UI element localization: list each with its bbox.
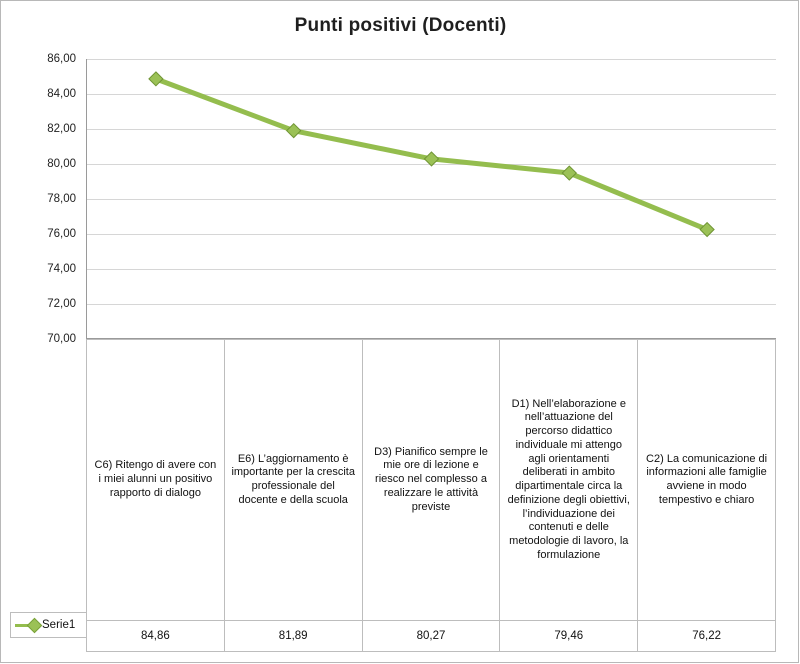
value-cell: 76,22 (638, 621, 776, 652)
category-label: D1) Nell’elaborazione e nell’attuazione del percorso didattico individuale mi attengo agli orientamenti deliberati in ambito dipartimentale circa la definizione degli obiettivi, l’individuazione dei contenuti e delle metodologie di lavoro, la formulazione (500, 340, 638, 621)
plot-area (86, 59, 776, 339)
legend-series-label: Serie1 (42, 619, 76, 631)
value-cell: 80,27 (362, 621, 500, 652)
series-line-chart (87, 59, 776, 338)
data-point-marker (700, 223, 714, 237)
table-row-values (87, 621, 776, 652)
category-label: D3) Pianifico sempre le mie ore di lezione e riesco nel complesso a realizzare le attività previste (362, 340, 500, 621)
y-tick-label: 76,00 (47, 228, 76, 240)
data-point-marker (287, 124, 301, 138)
y-tick-label: 72,00 (47, 298, 76, 310)
y-tick-label: 84,00 (47, 88, 76, 100)
category-label: E6) L’aggiornamento è importante per la crescita professionale del docente e della scuola (224, 340, 362, 621)
y-tick-label: 80,00 (47, 158, 76, 170)
value-cell: 84,86 (87, 621, 225, 652)
y-tick-label: 86,00 (47, 53, 76, 65)
value-cell: 81,89 (224, 621, 362, 652)
y-tick-label: 78,00 (47, 193, 76, 205)
data-point-marker (425, 152, 439, 166)
y-tick-label: 70,00 (47, 333, 76, 345)
legend-diamond-marker-icon (27, 617, 43, 633)
category-label: C6) Ritengo di avere con i miei alunni un positivo rapporto di dialogo (87, 340, 225, 621)
category-label: C2) La comunicazione di informazioni alle famiglie avviene in modo tempestivo e chiaro (638, 340, 776, 621)
table-row-categories (87, 340, 776, 621)
y-tick-label: 82,00 (47, 123, 76, 135)
data-table (86, 339, 776, 652)
legend (10, 612, 86, 638)
y-tick-label: 74,00 (47, 263, 76, 275)
table-left-spacer (10, 339, 86, 612)
value-cell: 79,46 (500, 621, 638, 652)
data-point-marker (149, 72, 163, 86)
data-point-marker (562, 166, 576, 180)
chart-title: Punti positivi (Docenti) (294, 15, 507, 36)
